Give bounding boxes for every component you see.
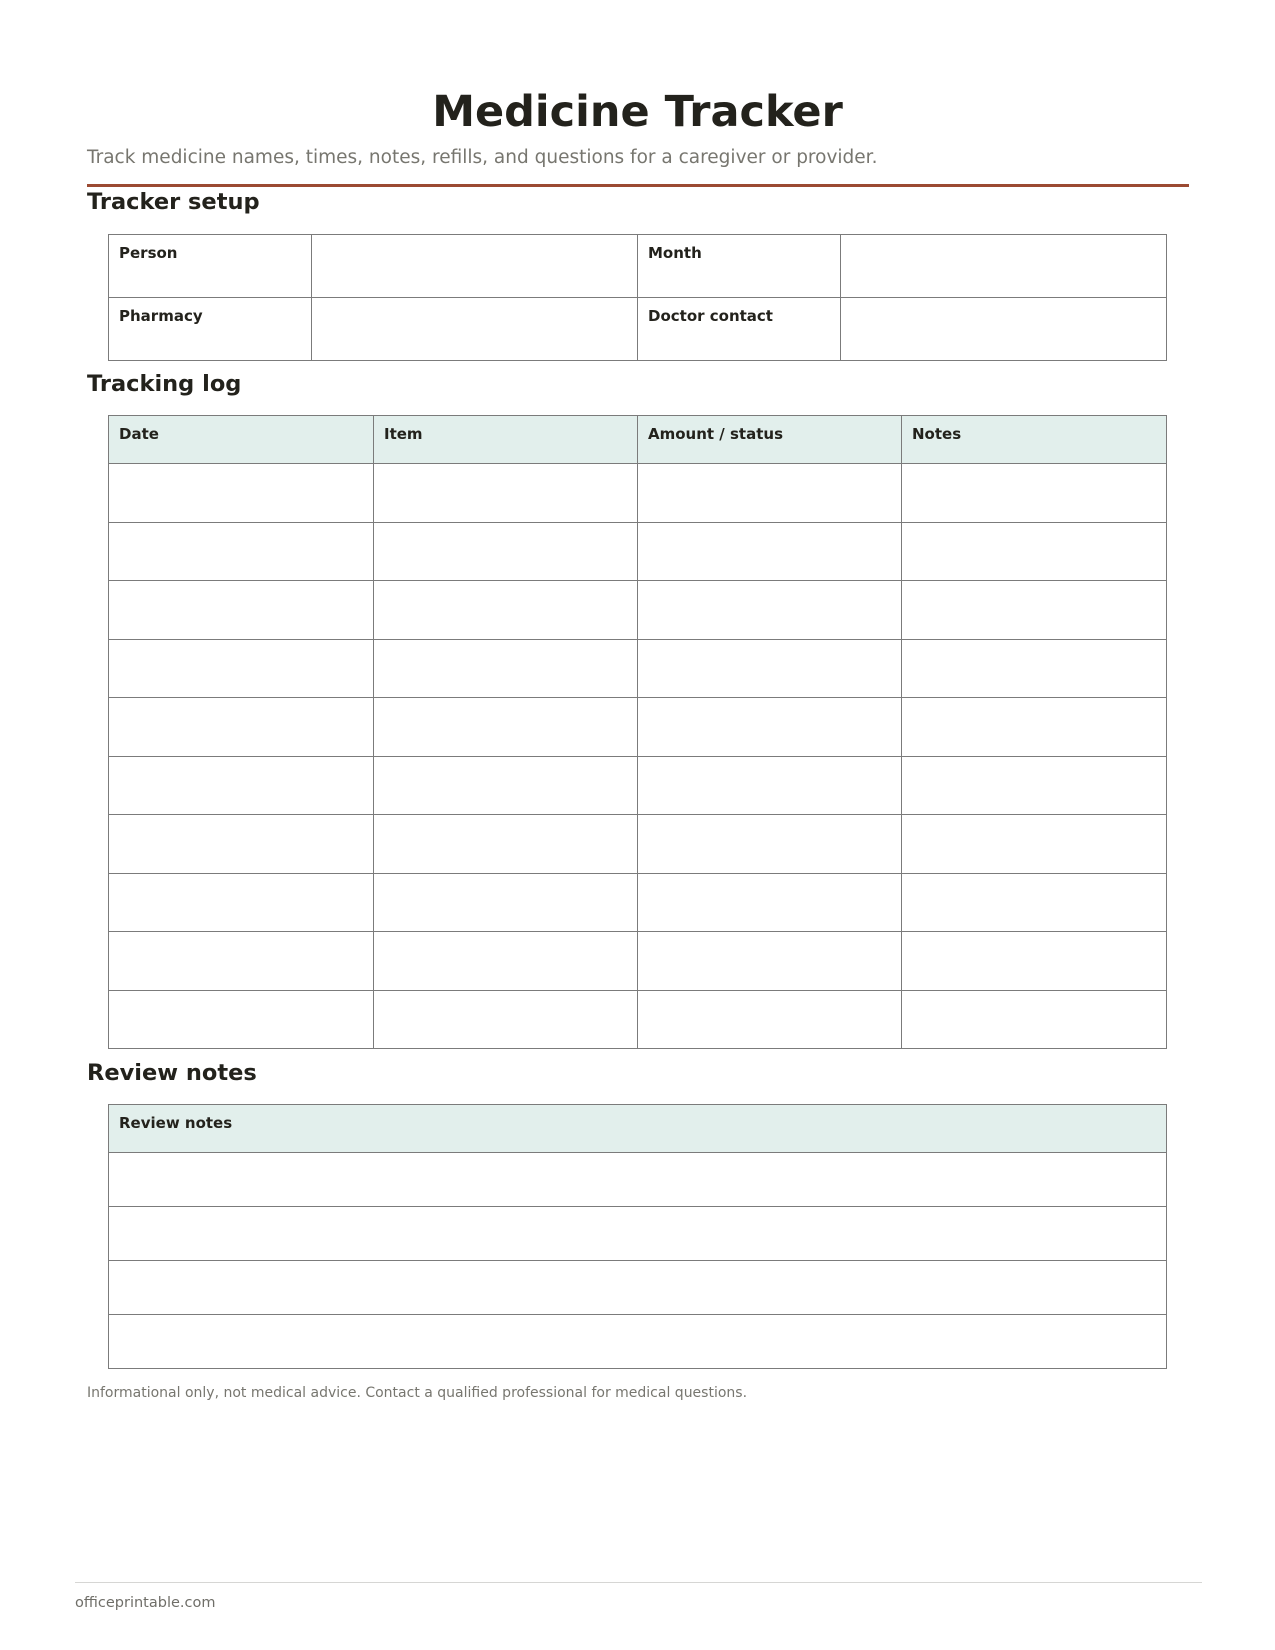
table-row — [109, 464, 1167, 523]
column-header-label: Date — [119, 425, 159, 443]
pharmacy-field[interactable] — [312, 298, 638, 361]
tracking-log-table — [108, 415, 1167, 1049]
review-notes-heading: Review notes — [87, 1060, 257, 1086]
table-row — [109, 522, 1167, 581]
log-cell-notes[interactable] — [902, 990, 1167, 1049]
table-row — [109, 1153, 1167, 1207]
table-row — [109, 873, 1167, 932]
person-label: Person — [119, 244, 178, 262]
table-row — [109, 1315, 1167, 1369]
footer-site-name: officeprintable.com — [75, 1595, 216, 1611]
log-cell-item[interactable] — [374, 990, 638, 1049]
log-cell-date[interactable] — [109, 990, 374, 1049]
log-cell-notes[interactable] — [902, 639, 1167, 698]
column-header-notes — [902, 416, 1167, 464]
log-cell-date[interactable] — [109, 581, 374, 640]
setup-row — [109, 235, 1167, 298]
setup-row — [109, 298, 1167, 361]
table-row — [109, 990, 1167, 1049]
page-title: Medicine Tracker — [432, 87, 843, 137]
log-cell-amount-status[interactable] — [638, 873, 902, 932]
log-cell-amount-status[interactable] — [638, 522, 902, 581]
review-notes-table — [108, 1104, 1167, 1369]
column-header-review-notes — [109, 1105, 1167, 1153]
log-cell-date[interactable] — [109, 698, 374, 757]
log-cell-item[interactable] — [374, 581, 638, 640]
column-header-item — [374, 416, 638, 464]
log-cell-notes[interactable] — [902, 698, 1167, 757]
person-field[interactable] — [312, 235, 638, 298]
log-cell-date[interactable] — [109, 756, 374, 815]
log-cell-date[interactable] — [109, 873, 374, 932]
tracking-log-heading: Tracking log — [87, 371, 242, 397]
column-header-label: Review notes — [119, 1114, 233, 1132]
log-cell-item[interactable] — [374, 932, 638, 991]
log-cell-item[interactable] — [374, 756, 638, 815]
tracker-setup-table — [108, 234, 1167, 361]
table-row — [109, 815, 1167, 874]
log-cell-date[interactable] — [109, 522, 374, 581]
table-row — [109, 698, 1167, 757]
log-cell-amount-status[interactable] — [638, 581, 902, 640]
log-cell-notes[interactable] — [902, 815, 1167, 874]
log-cell-date[interactable] — [109, 464, 374, 523]
log-cell-amount-status[interactable] — [638, 464, 902, 523]
title-divider — [87, 184, 1189, 187]
log-cell-amount-status[interactable] — [638, 698, 902, 757]
review-note-line[interactable] — [109, 1207, 1167, 1261]
pharmacy-label: Pharmacy — [119, 307, 203, 325]
month-field[interactable] — [841, 235, 1167, 298]
log-cell-notes[interactable] — [902, 873, 1167, 932]
pharmacy-label-cell — [109, 298, 312, 361]
log-cell-item[interactable] — [374, 815, 638, 874]
table-row — [109, 1261, 1167, 1315]
table-row — [109, 1207, 1167, 1261]
log-cell-notes[interactable] — [902, 581, 1167, 640]
column-header-label: Notes — [912, 425, 962, 443]
table-row — [109, 639, 1167, 698]
log-cell-item[interactable] — [374, 873, 638, 932]
log-cell-item[interactable] — [374, 639, 638, 698]
footer-divider — [75, 1582, 1202, 1583]
log-cell-amount-status[interactable] — [638, 932, 902, 991]
month-label: Month — [648, 244, 702, 262]
doctor-contact-label-cell — [638, 298, 841, 361]
log-cell-notes[interactable] — [902, 522, 1167, 581]
log-cell-amount-status[interactable] — [638, 815, 902, 874]
column-header-date — [109, 416, 374, 464]
review-note-line[interactable] — [109, 1261, 1167, 1315]
review-note-line[interactable] — [109, 1153, 1167, 1207]
month-label-cell — [638, 235, 841, 298]
column-header-label: Item — [384, 425, 423, 443]
log-cell-notes[interactable] — [902, 756, 1167, 815]
log-cell-item[interactable] — [374, 522, 638, 581]
review-header-row — [109, 1105, 1167, 1153]
review-note-line[interactable] — [109, 1315, 1167, 1369]
person-label-cell — [109, 235, 312, 298]
table-row — [109, 932, 1167, 991]
table-row — [109, 756, 1167, 815]
log-cell-item[interactable] — [374, 698, 638, 757]
log-cell-notes[interactable] — [902, 932, 1167, 991]
column-header-amount-status — [638, 416, 902, 464]
doctor-contact-field[interactable] — [841, 298, 1167, 361]
log-cell-date[interactable] — [109, 815, 374, 874]
log-cell-notes[interactable] — [902, 464, 1167, 523]
log-header-row — [109, 416, 1167, 464]
log-cell-amount-status[interactable] — [638, 990, 902, 1049]
doctor-contact-label: Doctor contact — [648, 307, 773, 325]
column-header-label: Amount / status — [648, 425, 783, 443]
log-cell-amount-status[interactable] — [638, 756, 902, 815]
log-cell-date[interactable] — [109, 639, 374, 698]
table-row — [109, 581, 1167, 640]
log-cell-item[interactable] — [374, 464, 638, 523]
page-subtitle: Track medicine names, times, notes, refills, and questions for a caregiver or provider. — [87, 147, 878, 168]
log-cell-date[interactable] — [109, 932, 374, 991]
tracker-setup-heading: Tracker setup — [87, 189, 260, 215]
disclaimer-text: Informational only, not medical advice. Contact a qualified professional for medical questions. — [87, 1385, 748, 1401]
log-cell-amount-status[interactable] — [638, 639, 902, 698]
